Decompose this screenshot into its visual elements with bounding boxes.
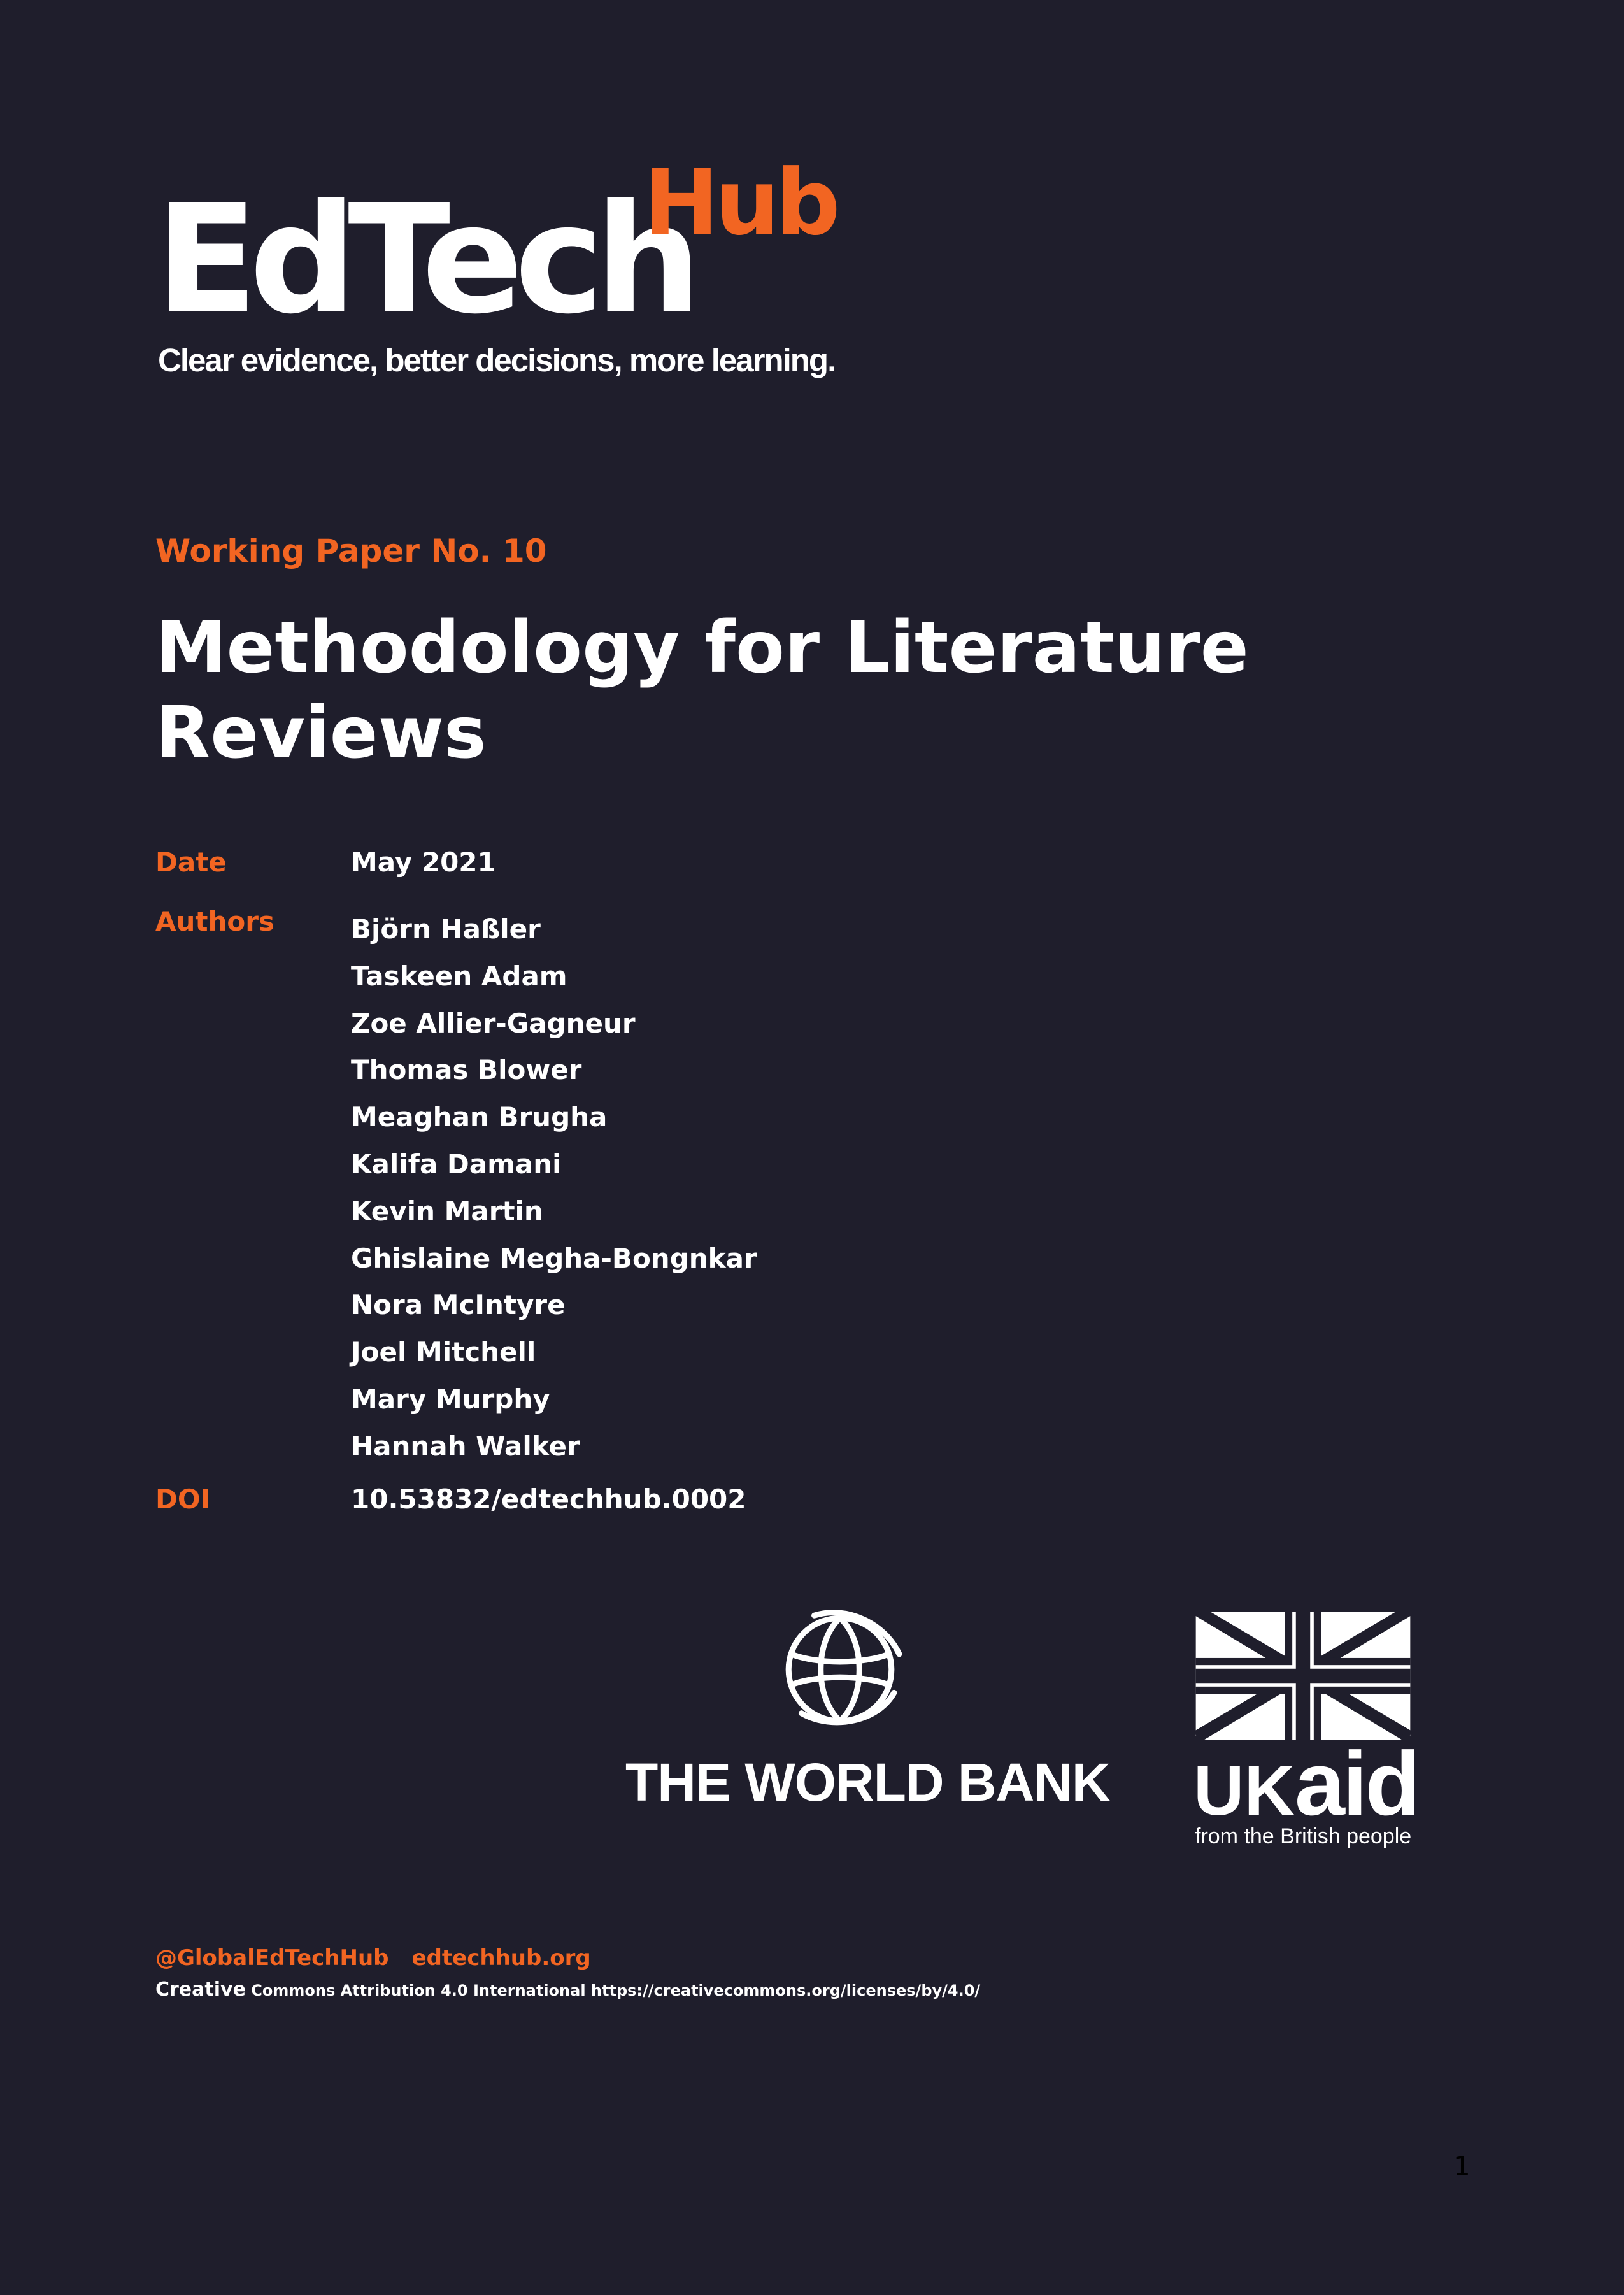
- author-name: Ghislaine Megha-Bongnkar: [351, 1242, 757, 1274]
- ukaid-tagline: from the British people: [1195, 1824, 1412, 1848]
- authors-list: [351, 906, 757, 1470]
- brand-logo-edtech: EdTech: [155, 172, 693, 347]
- license-rest: Commons Attribution 4.0 International https://creativecommons.org/licenses/by/4.0/: [251, 1982, 981, 1999]
- union-flag-icon: [1195, 1612, 1411, 1740]
- author-name: Björn Haßler: [351, 913, 541, 945]
- footer-links: [155, 1945, 591, 1971]
- author-name: Mary Murphy: [351, 1383, 550, 1415]
- license-lead: Creative: [155, 1978, 246, 2001]
- date-value: May 2021: [351, 847, 496, 878]
- twitter-handle-link[interactable]: @GlobalEdTechHub: [155, 1945, 389, 1971]
- paper-series: Working Paper No. 10: [155, 533, 547, 569]
- doi-value: 10.53832/edtechhub.0002: [351, 1484, 746, 1515]
- author-name: Thomas Blower: [351, 1054, 582, 1086]
- page-number: 1: [1453, 2150, 1471, 2182]
- ukaid-aid: aid: [1294, 1733, 1418, 1834]
- globe-icon: [776, 1603, 904, 1731]
- brand-logo-hub: Hub: [643, 150, 837, 255]
- world-bank-logo-text: THE WORLD BANK: [625, 1752, 1110, 1812]
- license-text: [155, 1978, 980, 2001]
- date-label: Date: [155, 847, 227, 878]
- author-name: Hannah Walker: [351, 1430, 580, 1462]
- ukaid-logo-text: [1193, 1733, 1418, 1834]
- author-name: Kalifa Damani: [351, 1148, 562, 1180]
- doi-label: DOI: [155, 1484, 211, 1515]
- author-name: Taskeen Adam: [351, 960, 567, 992]
- author-name: Joel Mitchell: [351, 1336, 536, 1368]
- author-name: Nora McIntyre: [351, 1289, 566, 1321]
- author-name: Zoe Allier-Gagneur: [351, 1007, 636, 1039]
- author-name: Kevin Martin: [351, 1195, 543, 1227]
- brand-tagline: Clear evidence, better decisions, more learning.: [158, 342, 836, 378]
- website-link[interactable]: edtechhub.org: [411, 1945, 591, 1971]
- ukaid-uk: UK: [1193, 1752, 1295, 1830]
- author-name: Meaghan Brugha: [351, 1101, 608, 1133]
- authors-label: Authors: [155, 906, 274, 937]
- page-title: Methodology for Literature Reviews: [155, 606, 1249, 775]
